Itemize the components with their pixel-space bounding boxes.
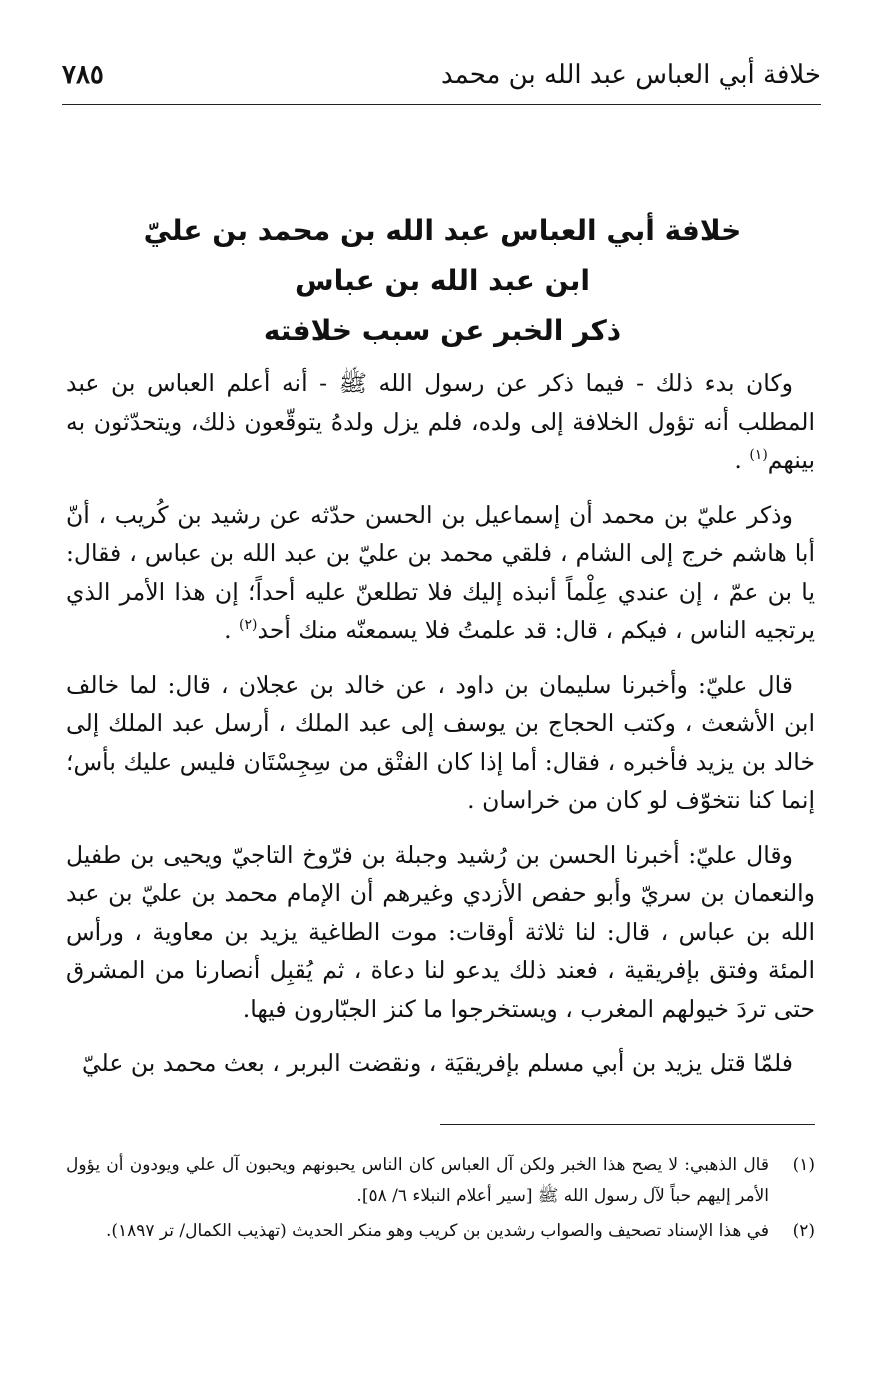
paragraph xyxy=(66,836,815,1029)
footnote-reference: (١) xyxy=(749,447,768,464)
footnote-reference: (٢) xyxy=(239,617,258,634)
body-text xyxy=(66,364,815,1099)
footnote xyxy=(66,1150,815,1212)
paragraph: وذكر عليّ بن محمد أن إسماعيل بن الحسن حدّثه عن رشيد بن كُريب ، أنّ أبا هاشم خرج إلى الشام ، فلقي محمد بن عليّ بن عبد الله بن عباس ، فقال: يا بن عمّ ، إن عندي عِلْماً أنبذه إليك فلا تطلعنّ عليه أحداً؛ إن هذا الأمر الذي يرتجيه الناس ، فيكم ، قال: قد علمتُ فلا يسمعنّه منك أحد$^{(٢)}$ . xyxy=(66,500,815,644)
page-header xyxy=(62,58,821,104)
paragraph-text: وذكر عليّ بن محمد أن إسماعيل بن الحسن حدّثه عن رشيد بن كُريب ، أنّ أبا هاشم خرج إلى الشام ، فلقي محمد بن عليّ بن عبد الله بن عباس ، فقال: يا بن عمّ ، إن عندي عِلْماً أنبذه إليك فلا تطلعنّ عليه أحداً؛ إن هذا الأمر الذي يرتجيه الناس ، فيكم ، قال: قد علمتُ فلا يسمعنّه منك أحد xyxy=(66,500,815,644)
footnote-text: قال الذهبي: لا يصح هذا الخبر ولكن آل العباس كان الناس يحبونهم ويحبون آل علي ويودون أن يؤول الأمر إليهم حباً لآل رسول الله ﷺ [سير أعلام النبلاء ٦/ ٥٨]. xyxy=(66,1155,769,1206)
chapter-title-continuation: ابن عبد الله بن عباس xyxy=(295,264,590,297)
section-title: ذكر الخبر عن سبب خلافته xyxy=(263,314,622,347)
footnote-number: (١) xyxy=(792,1155,815,1175)
page-number: ٧٨٥ xyxy=(62,60,104,90)
chapter-title: خلافة أبي العباس عبد الله بن محمد بن عليّ xyxy=(143,214,742,247)
footnote-divider xyxy=(440,1124,815,1125)
footnotes xyxy=(66,1150,815,1251)
paragraph xyxy=(66,1044,815,1083)
paragraph-text: وكان بدء ذلك - فيما ذكر عن رسول الله ﷺ - أنه أعلم العباس بن عبد المطلب أنه تؤول الخلافة إلى ولده، فلم يزل ولدهُ يتوقّعون ذلك، ويتحدّثون به بينهم xyxy=(66,369,815,474)
paragraph-text: وقال عليّ: أخبرنا الحسن بن رُشيد وجبلة بن فرّوخ التاجيّ ويحيى بن طفيل والنعمان بن سريّ وأبو حفص الأزدي وغيرهم أن الإمام محمد بن عليّ بن عبد الله بن عباس ، قال: لنا ثلاثة أوقات: موت الطاغية يزيد بن معاوية ، ورأس المئة وفتق بإفريقية ، فعند ذلك يدعو لنا دعاة ، ثم يُقبِل أنصارنا من المشرق حتى تردَ خيولهم المغرب ، ويستخرجوا ما كنز الجبّارون فيها. xyxy=(66,840,815,1023)
paragraph-text: قال عليّ: وأخبرنا سليمان بن داود ، عن خالد بن عجلان ، قال: لما خالف ابن الأشعث ، وكتب الحجاج بن يوسف إلى عبد الملك ، أرسل عبد الملك إلى خالد بن يزيد فأخبره ، فقال: أما إذا كان الفتْق من سِجِسْتَان فليس عليك بأس؛ إنما كنا نتخوّف لو كان من خراسان . xyxy=(66,670,815,814)
chapter-titles xyxy=(70,206,815,356)
paragraph-text: فلمّا قتل يزيد بن أبي مسلم بإفريقيَة ، ونقضت البربر ، بعث محمد بن عليّ xyxy=(81,1049,793,1077)
running-title: خلافة أبي العباس عبد الله بن محمد xyxy=(441,60,821,90)
footnote xyxy=(66,1216,815,1247)
header-divider xyxy=(62,104,821,105)
footnote-number: (٢) xyxy=(792,1221,815,1241)
paragraph xyxy=(66,666,815,820)
footnote-text: في هذا الإسناد تصحيف والصواب رشدين بن كريب وهو منكر الحديث (تهذيب الكمال/ تر ١٨٩٧). xyxy=(105,1221,769,1241)
paragraph: وكان بدء ذلك - فيما ذكر عن رسول الله ﷺ - أنه أعلم العباس بن عبد المطلب أنه تؤول الخلافة إلى ولده، فلم يزل ولدهُ يتوقّعون ذلك، ويتحدّثون به بينهم$^{(١)}$ . xyxy=(66,369,815,474)
